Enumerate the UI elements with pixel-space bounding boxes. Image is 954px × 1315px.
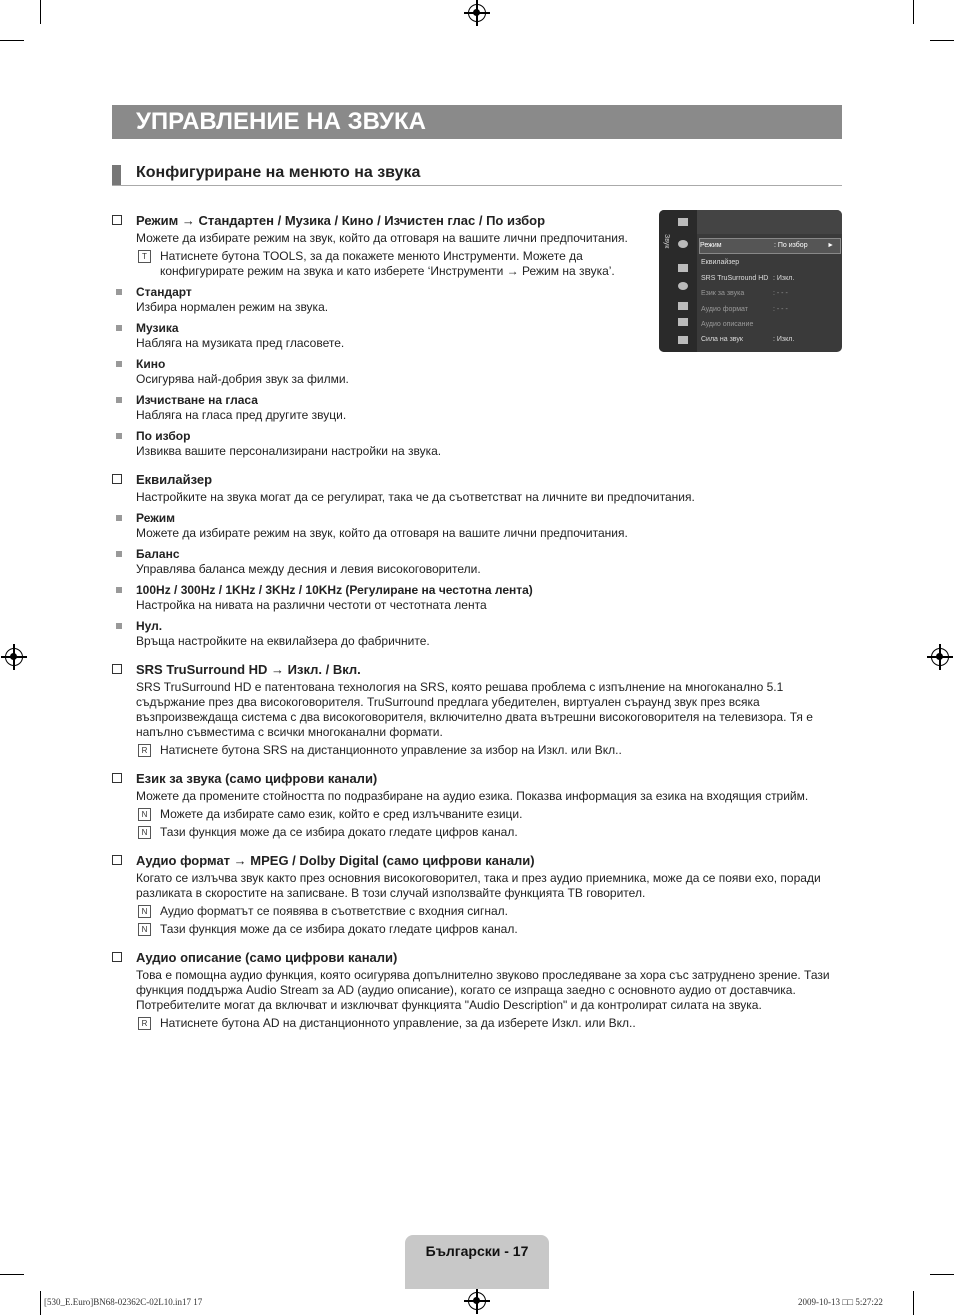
section-audio-description: Аудио описание (само цифрови канали) Това е помощна аудио функция, която осигурява допълнително звуково проследяване за хора със затруднено зрение. Тази функция поддържа Audio Stream за AD (аудио описание), когато се изпраща заедно с основното аудио от доставчика. Потребителите могат да включват и изключват функцията "Audio Description" и да контролират силата на звука. R Натиснете бутона AD на дистанционното управление, за да изберете Изкл. или Вкл.. bbox=[112, 949, 842, 1031]
note-icon: N bbox=[138, 905, 151, 918]
remote-icon: R bbox=[138, 744, 151, 757]
page-title-banner bbox=[112, 105, 842, 139]
menu-side-label: Звук bbox=[663, 234, 670, 249]
crop-mark bbox=[930, 1274, 954, 1275]
page-title: УПРАВЛЕНИЕ НА ЗВУКА bbox=[136, 108, 426, 135]
remote-icon: R bbox=[138, 1017, 151, 1030]
tools-icon: T bbox=[138, 250, 151, 263]
registration-mark-icon bbox=[5, 648, 23, 666]
tools-note: T Натиснете бутона TOOLS, за да покажете менюто Инструменти. Можете да конфигурирате режим на звука и като изберете ‘Инструменти → Режим на звука’. bbox=[112, 249, 630, 279]
heading-bar bbox=[112, 165, 121, 185]
section-srs: SRS TruSurround HD → Изкл. / Вкл. SRS TruSurround HD е патентована технология на SRS, която решава проблема с изпълнение на многоканално 5.1 съдържание през два високоговорителя. TruSurround предлага убедителен, виртуален съраунд звук през всяка възпроизвеждаща система с два високоговорителя, включително двата вътрешни високоговорителя на телевизора. Тя е напълно съвместима с всички многоканални формати. R Натиснете бутона SRS на дистанционното управление за избор на Изкл. или Вкл.. bbox=[112, 661, 842, 758]
section-audio-language: Език за звука (само цифрови канали) Можете да промените стойността по подразбиране на аудио езика. Показва информация за езика на входящия стрийм. N Можете да избирате само език, който е сред излъчваните езици. N Тази функция може да се избира докато гледате цифров канал. bbox=[112, 770, 842, 840]
menu-row-audio-format[interactable]: Аудио формат : - - - bbox=[701, 306, 788, 313]
crop-mark bbox=[40, 0, 41, 24]
menu-row-volume[interactable]: Сила на звук : Изкл. bbox=[701, 336, 795, 343]
section-audio-format: Аудио формат → MPEG / Dolby Digital (само цифрови канали) Когато се излъчва звук както през основния високоговорител, така и през аудио приемника, може да се появи ехо, поради разликата в скоростите на записване. В този случай използвайте функцията ТВ говорител. N Аудио форматът се появява в съответствие с входния сигнал. N Тази функция може да се избира докато гледате цифров канал. bbox=[112, 852, 842, 937]
section-heading-text: Конфигуриране на менюто на звука bbox=[136, 164, 421, 181]
registration-mark-icon bbox=[468, 4, 486, 22]
registration-mark-icon bbox=[931, 648, 949, 666]
print-slug-left: [530_E.Euro]BN68-02362C-02L10.in17 17 bbox=[44, 1297, 203, 1307]
crop-mark bbox=[913, 1291, 914, 1315]
menu-row-audio-description[interactable]: Аудио описание bbox=[701, 321, 754, 328]
section-equalizer: Еквилайзер Настройките на звука могат да се регулират, така че да съответстват на личните ви предпочитания. Режим Можете да избирате режим на звук, който да отговаря на вашите лични предпочитания. Баланс Управлява баланса между десния и левия високоговорители. 100Hz / 300Hz / 1KHz / 3KHz / 10KHz (Регулиране на честотна лента) Настройка на нивата на различни честоти от честотната лента Нул. Връща настройките на еквилайзера до фабричните. bbox=[112, 471, 842, 649]
note-icon: N bbox=[138, 826, 151, 839]
note-icon: N bbox=[138, 808, 151, 821]
menu-row-mode[interactable]: Режим : По избор ► bbox=[699, 238, 841, 254]
print-slug-right: 2009-10-13 □□ 5:27:22 bbox=[798, 1297, 883, 1307]
menu-row-srs[interactable]: SRS TruSurround HD : Изкл. bbox=[701, 275, 795, 282]
section-sound-mode: Режим → Стандартен / Музика / Кино / Изчистен глас / По избор Можете да избирате режим на звук, който да отговаря на вашите лични предпочитания. T Натиснете бутона TOOLS, за да покажете менюто Инструменти. Можете да конфигурирате режим на звука и като изберете ‘Инструменти → Режим на звука’. Стандарт Избира нормален режим на звука. Музика Набляга на музиката пред гласовете. Кино Осигурява най-добрия звук за филми. Изчистване на гласа Набляга на гласа пред другите звуци. По избор Извиква вашите персонализирани настройки на звука. bbox=[112, 212, 842, 459]
document-body bbox=[112, 212, 842, 1043]
page-number-tab bbox=[405, 1235, 549, 1289]
page-number: Български - 17 bbox=[425, 1243, 529, 1259]
note-icon: N bbox=[138, 923, 151, 936]
crop-mark bbox=[0, 40, 24, 41]
arrow-right-icon: ► bbox=[827, 242, 834, 249]
menu-row-equalizer[interactable]: Еквилайзер bbox=[701, 259, 740, 266]
crop-mark bbox=[0, 1274, 24, 1275]
registration-mark-icon bbox=[468, 1292, 486, 1310]
section-heading bbox=[112, 163, 842, 186]
crop-mark bbox=[40, 1291, 41, 1315]
crop-mark bbox=[930, 40, 954, 41]
menu-row-language[interactable]: Език за звука : - - - bbox=[701, 290, 788, 297]
crop-mark bbox=[913, 0, 914, 24]
